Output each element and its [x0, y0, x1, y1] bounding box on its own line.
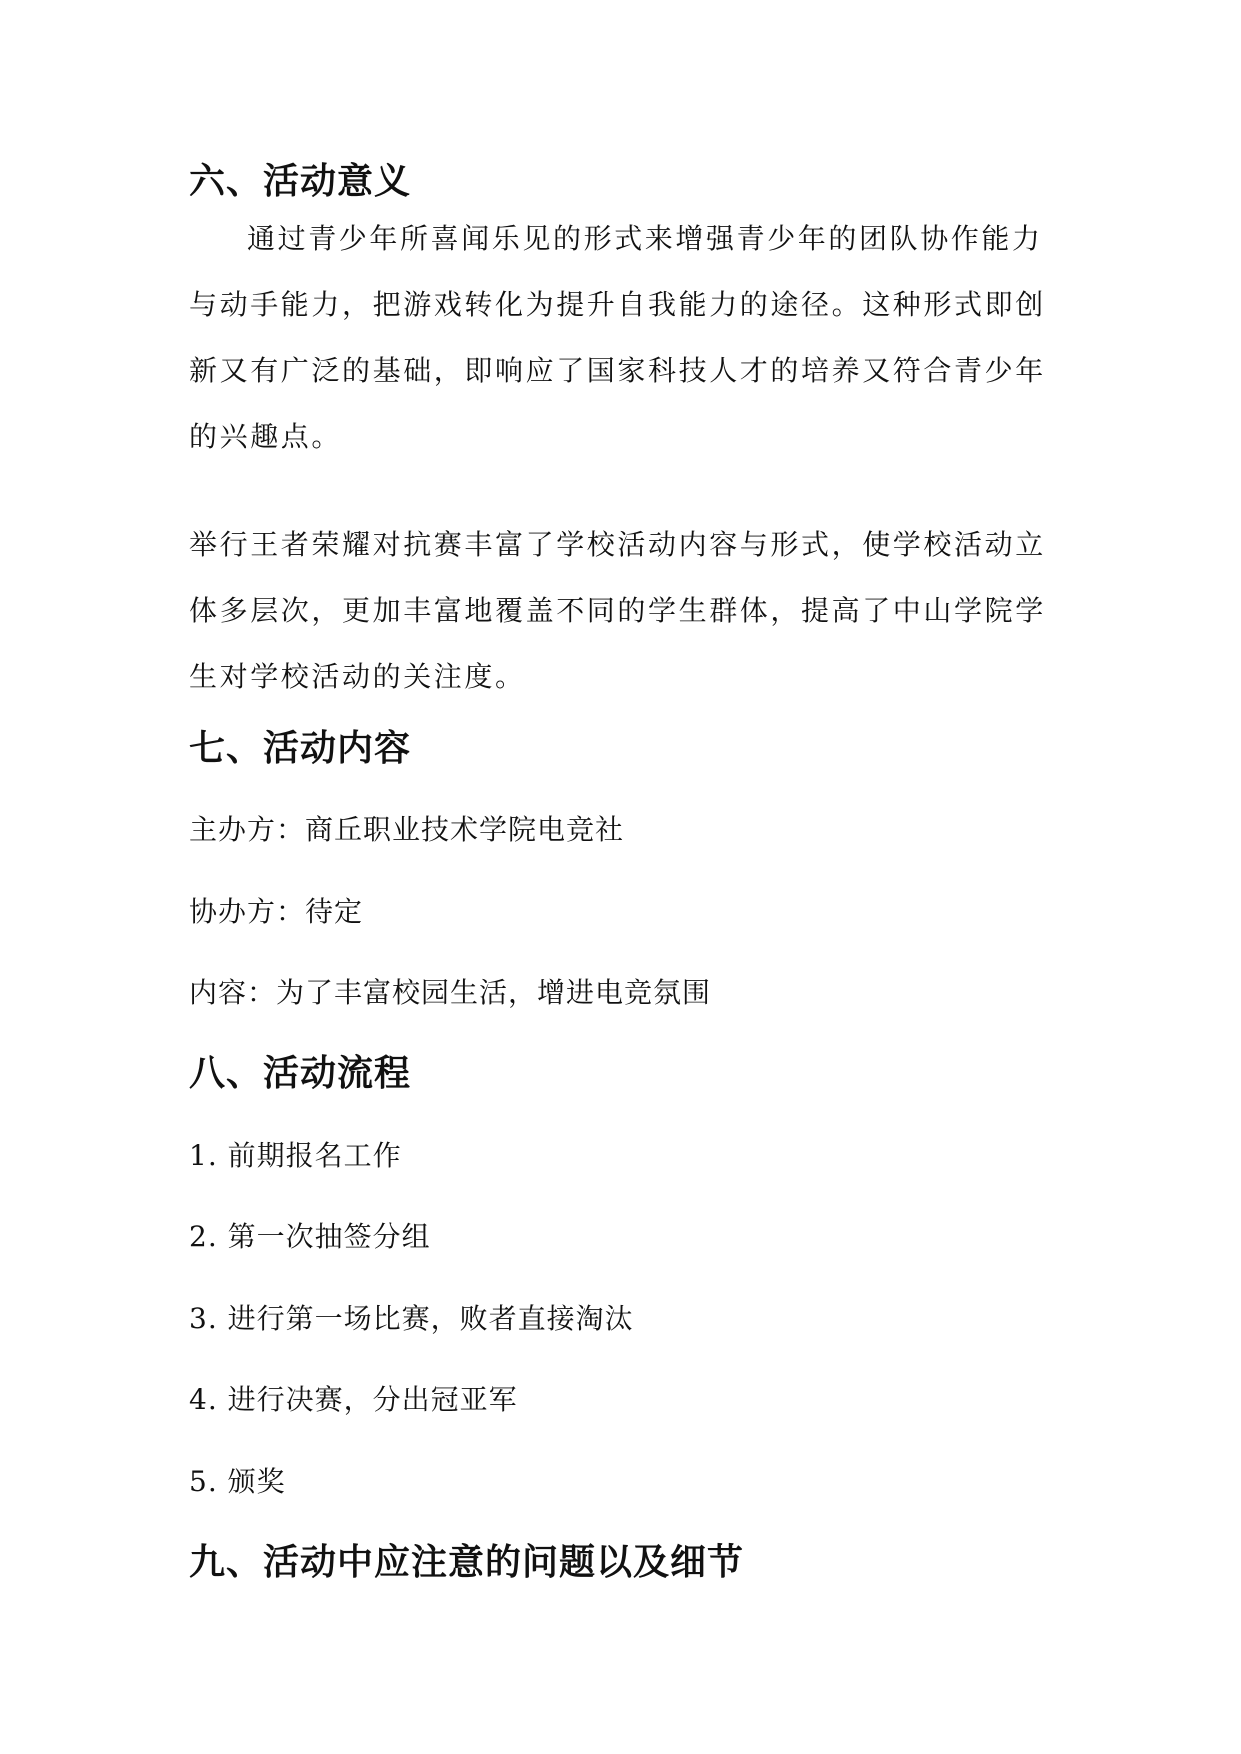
section-heading-6: 六、活动意义 [189, 161, 412, 202]
co-organizer-line: 协办方：待定 [189, 895, 364, 928]
section-heading-9: 九、活动中应注意的问题以及细节 [189, 1542, 745, 1583]
section-6-paragraph-2: 举行王者荣耀对抗赛丰富了学校活动内容与形式，使学校活动立体多层次，更加丰富地覆盖不同的学生群体，提高了中山学院学生对学校活动的关注度。 [189, 528, 1046, 693]
section-heading-7: 七、活动内容 [189, 728, 412, 769]
content-line: 内容：为了丰富校园生活，增进电竞氛围 [189, 976, 712, 1009]
section-heading-8: 八、活动流程 [189, 1053, 412, 1094]
process-step-2: 2. 第一次抽签分组 [189, 1220, 431, 1253]
process-step-1: 1. 前期报名工作 [189, 1139, 402, 1172]
process-step-3: 3. 进行第一场比赛，败者直接淘汰 [189, 1302, 634, 1335]
section-6-paragraph-1: 通过青少年所喜闻乐见的形式来增强青少年的团队协作能力与动手能力，把游戏转化为提升自我能力的途径。这种形式即创新又有广泛的基础，即响应了国家科技人才的培养又符合青少年的兴趣点。 [189, 222, 1046, 453]
process-step-4: 4. 进行决赛，分出冠亚军 [189, 1383, 518, 1416]
organizer-line: 主办方：商丘职业技术学院电竞社 [189, 813, 625, 846]
process-step-5: 5. 颁奖 [189, 1465, 286, 1498]
